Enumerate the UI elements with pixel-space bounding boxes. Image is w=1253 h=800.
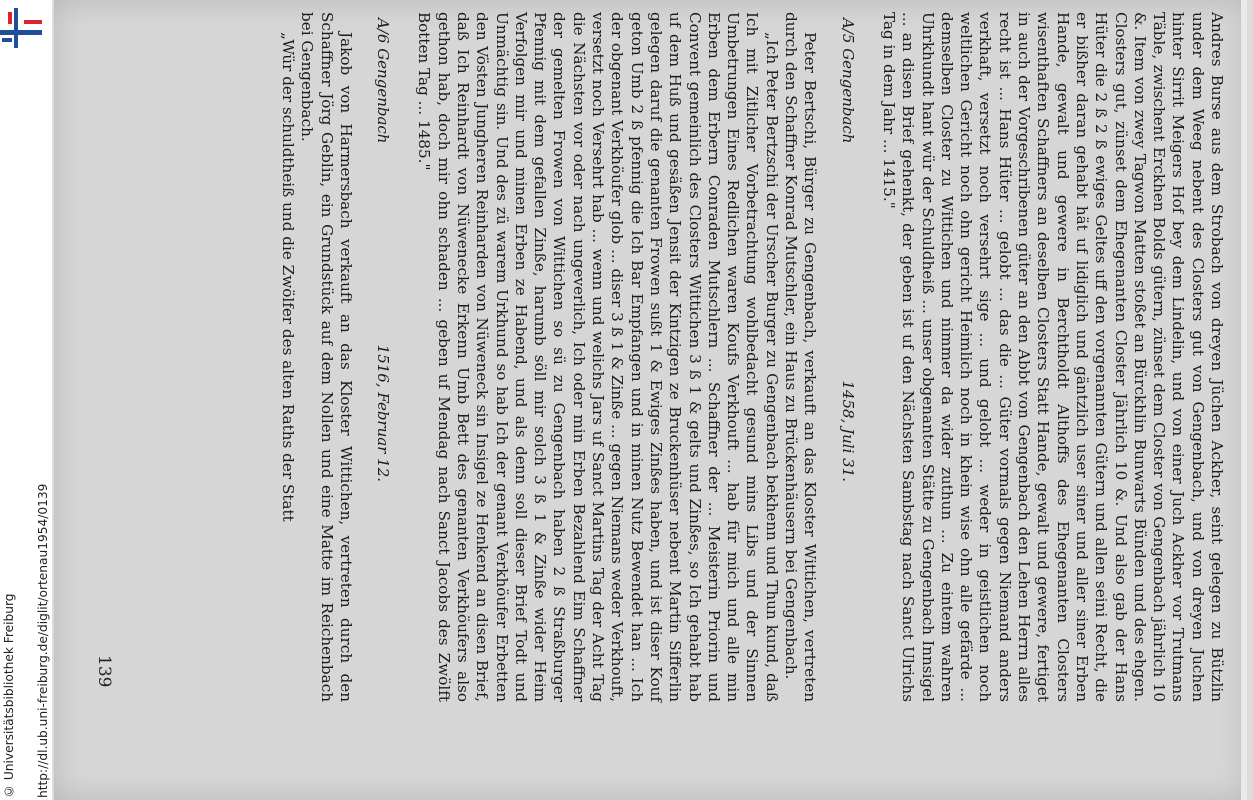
heading-a6-date: 1516, Februar 12. — [374, 344, 393, 482]
page-edge — [1241, 0, 1247, 800]
page-number — [94, 655, 114, 687]
heading-a5-label: A/5 Gengenbach — [838, 18, 857, 144]
sidebar-strip — [0, 0, 52, 800]
page-number-text: 139 — [94, 655, 114, 688]
paragraph-2: Peter Bertschi, Bürger zu Gengenbach, verkauft an das Kloster Wittichen, vertreten durch den Schaffner Konrad Mutschler, ein Haus zu Brückenhäusern bei Gengenbach. — [782, 12, 820, 702]
library-logo — [0, 8, 46, 48]
heading-a5-date: 1458, Juli 31. — [838, 380, 857, 482]
heading-a6-label: A/6 Gengenbach — [374, 18, 393, 144]
paragraph-4: Jakob von Harmersbach verkauft an das Kloster Wittichen, vertreten durch den Schaffner Jörg Geblin, ein Grundstück auf dem Nollen und eine Matte im Reichenbach bei Gengenbach. — [298, 12, 355, 702]
paragraph-3: „Ich Peter Bertzschi der Urscher Burger zu Gengenbach bekhenn und Thun kund, daß Ich mit Zitlicher Vorbetrachtung wohlbedacht gesund mins Libs und der Sinnen Umbetrungen Eines Redlichen waren Koufs Verkhouft ... hab für mich und alle min Erben dem Erbern Conraden Mutschlern ... Schaffner der ... Meisterin Priorin und Convent gemeinlich des Closters Wittichen 3 ß 1 & gelts und Zinßes, so Ich gehabt hab uf dem Huß und gesäßen Jensit der Kintzigen ze Bruckenhüser nebent Martin Sifferlin gelegen daruf die genanten Frowen sußt 1 & Ewiges Zinßes haben, und ist diser Kouf geton Umb 2 ß pfennig die Ich Bar Empfangen und in minen Nutz Bewendet han ... Ich der obgenant Verkhöufer glob ... diser 3 ß 1 & Zinße ... gegen Niemans weder Verkhouft, versetzt noch Versehrt hab ... wenn und welichs Jars uf Sanct Martins Tag der Acht Tag die Nächsten vor oder nach ungeverlich, Ich oder min Erben Bezahlend Eim Schaffner der gemelten Frowen von Wittichen so sü zu Gengenbach haben 2 ß Straßburger Pfennig mit dem gefallen Zinße, harumb söll mir solch 3 ß 1 & Zinße wider Heim Verfolgen mir und minen Erben ze Habend, und als denn soll dieser Brief Todt und Unmächtig sin. Und des zü warem Urkhund so hab Ich der genant Verkhöufer Erbetten den Vösten Jungheren Reinharden von Nüweneck sin Insigel ze Henkend an disen Brief, daß Ich Reinhardt von Nüwenecke Erkenn Umb Bett des genanten Verkhöufers also gethon hab, doch mir ohn schaden ... geben uf Mendag nach Sanct Jacobs des Zwölft Botten Tag ... 1485." — [415, 12, 781, 702]
section-heading-a5 — [837, 12, 856, 702]
rotated-text-block — [161, 12, 1226, 702]
copyright-text: © Universitätsbibliothek Freiburg — [2, 593, 16, 798]
source-url-link[interactable]: http://dl.ub.uni-freiburg.de/diglit/ortenau1954/0139 — [36, 483, 50, 798]
paragraph-5: „Wür der schuldtheiß und die Zwölfer des alten Raths der Statt — [278, 32, 297, 522]
paragraph-1: Andres Burse aus dem Strobach von dreyen Jüchen Ackher, seint gelegen zu Bützlin under dem Weeg nebent des Closters gut von Gengenbach, und von dreyen Juchen hinter Sirrit Meigers Hof bey dem Lindelin, und von einer Juch Ackher vor Trutmans Täble, zwischent Erckhen Bolds gütern, zünset dem Closter von Gengenbach jährlich 10 &. Item von zwey Tagwon Matten stoßet an Bürckhlin Bunwarts Bünden und des ehgen. Closters gut, zünset dem Ehegenanten Closter Jährlich 10 &. Und also gab der Hans Hüter die 2 ß 2 ß ewiges Geltes uff den vorgenannten Gütern und allen seini Recht, die er bißher daran gehabt hät uf lidiglich und gäntzlich user siner und aller siner Erben Hande, gewalt und gewere in Berchtholdt Althoffs des Ehegenanten Closters wisenthaften Schaffners an deselben Closters Statt Hande, gewalt und gewere, fertiget in auch der Vorgeschribenen güter an den Abbt von Gengenbach den Lehen Herrn alles recht ist ... Hans Hüter ... gelobt ... das die ... Güter vormals gegen Niemand anders verkhaft, versetzt noch versehrt sige ... und gelobt ... weder in geistlichen noch weltlichen Gericht noch ohn gericht Heimlich noch in khein wise ohn alle gefärde ... demselben Closter zu Wittichen und nimmer da wider zuthun ... Zu eintem wahren Uhrkhundt hant wür der Schuldheiß ... unser obgenanten Stätte zu Gengenbach Innsigel ... an disen Brief gehenkt, der geben ist uf den Nächsten Sambstag nach Sanct Ulrichs Tag in dem Jahr ... 1415." — [879, 12, 1226, 702]
scanned-page — [54, 0, 1247, 800]
section-heading-a6 — [373, 12, 392, 702]
